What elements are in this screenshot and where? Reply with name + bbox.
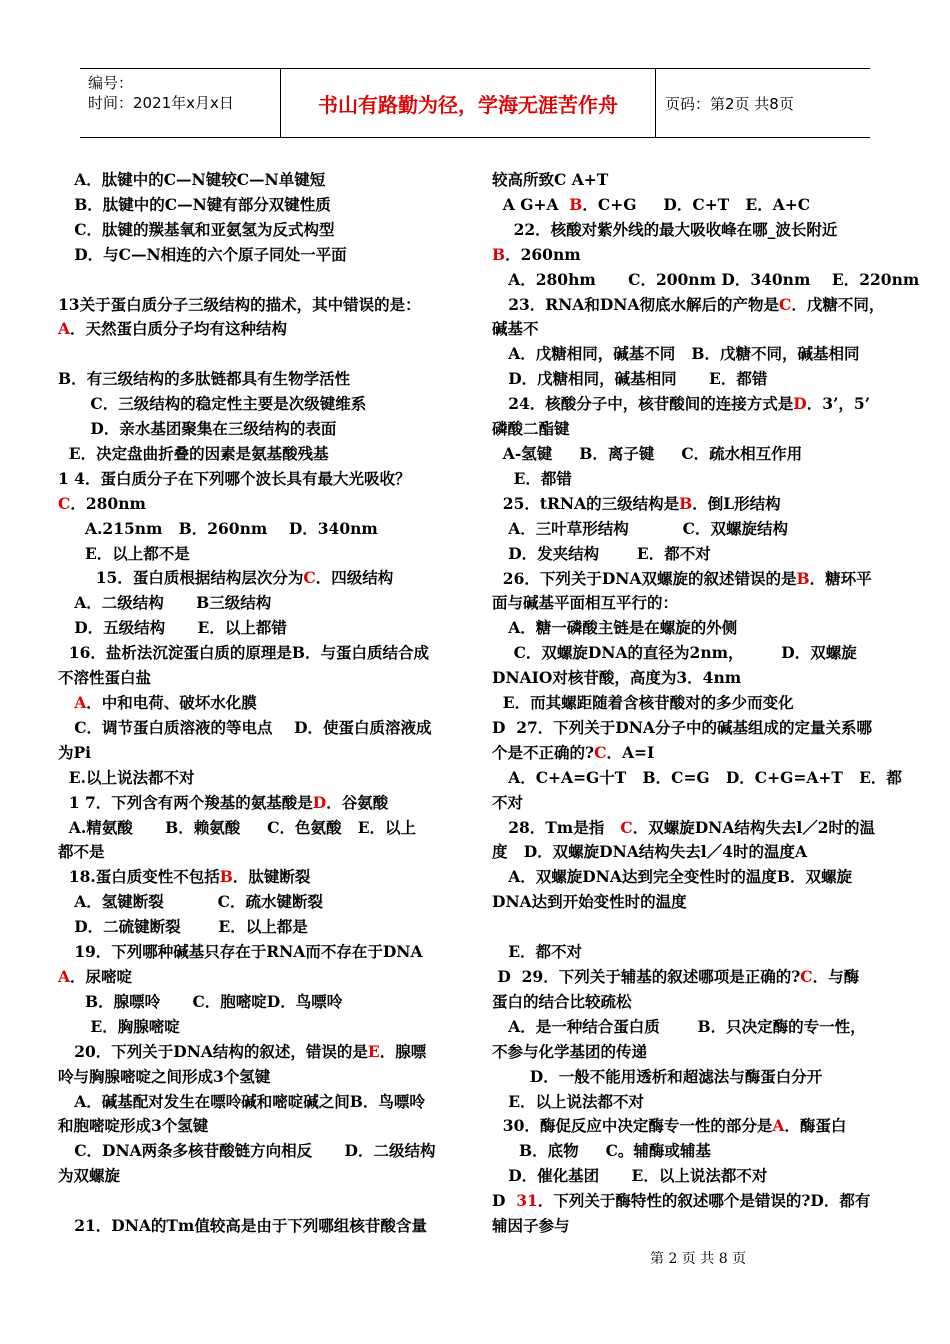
line-text: C．DNA两条多核苷酸链方向相反 D．二级结构 — [58, 1141, 436, 1161]
line-text: 不溶性蛋白盐 — [58, 668, 152, 688]
text-line — [492, 791, 894, 816]
text-line — [492, 168, 894, 193]
text-line — [58, 168, 460, 193]
line-text: 22．核酸对紫外线的最大吸收峰在哪_波长附近 — [492, 219, 838, 239]
line-text: A G+A — [492, 194, 570, 214]
line-text: E．都错 — [492, 468, 572, 488]
answer-mark: E — [367, 1041, 380, 1061]
answer-mark: D — [312, 792, 327, 812]
answer-mark: A — [58, 319, 71, 339]
text-line — [492, 1114, 894, 1139]
date-label: 时间：2021年x月x日 — [88, 94, 234, 112]
answer-mark: D — [793, 394, 807, 414]
text-line — [492, 542, 894, 567]
line-text-tail: ．谷氨酸 — [326, 792, 389, 812]
text-line — [492, 268, 920, 293]
text-line — [492, 517, 894, 542]
text-line — [58, 840, 460, 865]
text-line — [492, 616, 894, 641]
line-text: B．底物 C。辅酶或辅基 — [492, 1141, 711, 1161]
text-line — [492, 1164, 894, 1189]
line-text: A．戊糖相同，碱基不同 B．戊糖不同，碱基相同 — [492, 344, 860, 364]
line-text: 不参与化学基团的传递 — [492, 1041, 648, 1061]
text-line — [58, 691, 460, 716]
line-text: 1 4．蛋白质分子在下列哪个波长具有最大光吸收？ — [58, 468, 411, 488]
answer-mark: C — [594, 742, 607, 762]
line-text: 13关于蛋白质分子三级结构的描术，其中错误的是： — [58, 294, 421, 314]
line-text-tail: ．A=I — [606, 742, 655, 762]
line-text-tail: ．戊糖不同， — [791, 294, 885, 314]
line-text: A．糖一磷酸主链是在螺旋的外侧 — [492, 618, 738, 638]
text-line — [58, 243, 460, 268]
text-line — [58, 965, 460, 990]
text-line — [58, 766, 460, 791]
line-text: D．一般不能用透析和超滤法与酶蛋白分开 — [492, 1066, 823, 1086]
text-line — [492, 317, 894, 342]
text-line — [492, 1139, 894, 1164]
text-line — [58, 1065, 460, 1090]
text-line — [492, 766, 902, 791]
text-line — [492, 990, 894, 1015]
text-line — [58, 293, 460, 318]
line-text: 面与碱基平面相互平行的： — [492, 593, 679, 613]
text-line — [492, 1189, 894, 1214]
line-text-tail: ．肽键断裂 — [232, 867, 311, 887]
right-column — [492, 168, 920, 1239]
text-line — [58, 666, 460, 691]
text-line — [492, 890, 894, 915]
line-text-tail: ．3’，5’ — [806, 394, 871, 414]
answer-mark: A — [772, 1116, 785, 1136]
line-text: 15．蛋白质根据结构层次分为 — [58, 568, 304, 588]
text-line — [58, 492, 460, 517]
line-text: 度 D．双螺旋DNA结构失去l／4时的温度A — [492, 842, 807, 862]
line-text: D 29．下列关于辅基的叙述哪项是正确的? — [492, 966, 801, 986]
answer-mark: 31 — [516, 1191, 538, 1211]
answer-mark: C — [303, 568, 316, 588]
text-line — [492, 741, 894, 766]
line-text: D．发夹结构 E．都不对 — [492, 543, 711, 563]
document-header — [80, 68, 870, 138]
text-line — [58, 1015, 460, 1040]
text-line — [492, 666, 894, 691]
line-text: 为Pi — [58, 742, 92, 762]
text-line — [492, 293, 894, 318]
line-text: ．天然蛋白质分子均有这种结构 — [70, 319, 288, 339]
line-text: A.精氨酸 B．赖氨酸 C．色氨酸 E．以上 — [58, 817, 417, 837]
text-line — [58, 542, 460, 567]
answer-mark: A — [58, 966, 71, 986]
line-text: 16．盐析法沉淀蛋白质的原理是B．与蛋白质结合成 — [58, 643, 429, 663]
text-line — [58, 392, 460, 417]
text-line — [492, 840, 894, 865]
line-text-tail: ．腺嘌 — [379, 1041, 427, 1061]
text-line — [58, 890, 460, 915]
line-text: A.215nm B．260nm D．340nm — [58, 518, 378, 538]
text-line — [492, 1090, 894, 1115]
text-line — [492, 965, 894, 990]
line-text: D 27．下列关于DNA分子中的碱基组成的定量关系哪 — [492, 717, 872, 737]
page-indicator: 页码：第2页 共8页 — [665, 94, 794, 113]
line-text: DNA达到开始变性时的温度 — [492, 892, 687, 912]
text-line — [58, 342, 460, 367]
line-text: 不对 — [492, 792, 524, 812]
line-text: 23．RNA和DNA彻底水解后的产物是 — [492, 294, 779, 314]
line-text: 都不是 — [58, 842, 105, 862]
text-line — [492, 865, 894, 890]
text-line — [492, 193, 894, 218]
line-text-tail: ．与酶 — [812, 966, 860, 986]
text-line — [58, 1090, 460, 1115]
line-text-tail: ．中和电荷、破坏水化膜 — [86, 693, 257, 712]
line-text-tail: ．C+G D．C+T E．A+C — [582, 194, 811, 214]
line-text: 和胞嘧啶形成3个氢键 — [58, 1116, 209, 1136]
text-line — [492, 716, 894, 741]
line-text: 磷酸二酯键 — [492, 419, 570, 439]
line-text: ．尿嘧啶 — [70, 966, 133, 986]
line-text: 19．下列哪种碱基只存在于RNA而不存在于DNA — [58, 942, 423, 962]
line-text: D．二硫键断裂 E．以上都是 — [58, 917, 308, 937]
text-line — [58, 1214, 460, 1239]
answer-mark: C — [800, 966, 813, 986]
text-line — [58, 791, 460, 816]
line-text: A．C+A=G十T B．C=G D．C+G=A+T E．都 — [492, 767, 902, 787]
line-text — [58, 693, 74, 712]
line-text: D．亲水基团聚集在三级结构的表面 — [58, 419, 337, 439]
text-line — [58, 591, 460, 616]
text-line — [58, 517, 460, 542]
text-line — [58, 566, 460, 591]
text-line — [492, 392, 894, 417]
text-line — [58, 218, 460, 243]
line-text: A．二级结构 B三级结构 — [58, 593, 272, 613]
text-line — [492, 1040, 894, 1065]
line-text: 28．Tm是指 — [492, 817, 621, 837]
line-text: 为双螺旋 — [58, 1166, 121, 1186]
line-text-tail: ．下列关于酶特性的叙述哪个是错误的?D．都有 — [537, 1191, 871, 1211]
text-line — [58, 915, 460, 940]
text-line — [492, 218, 894, 243]
text-line — [58, 641, 460, 666]
line-text: C．调节蛋白质溶液的等电点 D．使蛋白质溶液成 — [58, 717, 432, 737]
line-text: D．戊糖相同，碱基相同 E．都错 — [492, 369, 768, 389]
answer-mark: B — [569, 194, 583, 214]
text-line — [58, 1114, 460, 1139]
line-text: 碱基不 — [492, 319, 539, 339]
text-line — [58, 1164, 460, 1189]
text-line — [58, 1189, 460, 1214]
text-line — [492, 915, 894, 940]
text-line — [58, 367, 460, 392]
text-line — [492, 342, 894, 367]
line-text: B．腺嘌呤 C．胞嘧啶D．鸟嘌呤 — [58, 991, 343, 1011]
text-line — [58, 317, 460, 342]
line-text: 26．下列关于DNA双螺旋的叙述错误的是 — [492, 568, 797, 588]
line-text-tail: ．倒L形结构 — [692, 493, 781, 513]
text-line — [58, 990, 460, 1015]
text-line — [492, 1214, 894, 1239]
line-text: 24．核酸分子中，核苷酸间的连接方式是 — [492, 394, 794, 414]
line-text: E．而其螺距随着含核苷酸对的多少而变化 — [492, 693, 794, 713]
answer-mark: A — [74, 693, 87, 712]
answer-mark: B — [492, 244, 506, 264]
line-text: C．三级结构的稳定性主要是次级键维系 — [58, 394, 367, 414]
answer-mark: B — [679, 493, 693, 513]
text-line — [492, 243, 894, 268]
text-line — [492, 816, 894, 841]
line-text: ．260nm — [505, 244, 581, 264]
text-line — [58, 1040, 460, 1065]
line-text: C．肽键的羰基氧和亚氨氢为反式构型 — [58, 219, 335, 239]
text-line — [492, 641, 894, 666]
text-line — [58, 716, 460, 741]
text-line — [492, 417, 894, 442]
text-line — [492, 442, 894, 467]
line-text: 21．DNA的Tm值较高是由于下列哪组核苷酸含量 — [58, 1216, 427, 1236]
line-text: A．肽键中的C—N键较C—N单键短 — [58, 170, 326, 189]
line-text: A．280hm C．200nm D．340nm E．220nm — [492, 269, 920, 289]
text-line — [58, 268, 460, 293]
line-text-tail: ．四级结构 — [315, 568, 394, 588]
line-text: 18.蛋白质变性不包括 — [58, 867, 220, 887]
line-text: 25．tRNA的三级结构是 — [492, 493, 680, 513]
text-line — [58, 616, 460, 641]
text-line — [492, 1065, 894, 1090]
line-text: E．以上说法都不对 — [492, 1091, 645, 1111]
line-text-tail: ．酶蛋白 — [784, 1116, 847, 1136]
header-meta — [80, 69, 280, 137]
line-text: C．双螺旋DNA的直径为2nm， D．双螺旋 — [492, 643, 857, 663]
page-footer: 第 2 页 共 8 页 — [650, 1251, 747, 1267]
line-text: A．是一种结合蛋白质 B．只决定酶的专一性， — [492, 1016, 866, 1036]
text-line — [58, 816, 460, 841]
line-text: B．有三级结构的多肽链都具有生物学活性 — [58, 369, 351, 389]
line-text: ．280nm — [70, 493, 146, 513]
line-text: A-氢键 B．离子键 C．疏水相互作用 — [492, 443, 803, 463]
line-text: A．双螺旋DNA达到完全变性时的温度B．双螺旋 — [492, 867, 852, 887]
line-text: D．催化基团 E．以上说法都不对 — [492, 1166, 768, 1186]
text-line — [58, 417, 460, 442]
line-text-tail: ．双螺旋DNA结构失去l／2时的温 — [632, 817, 876, 837]
number-label: 编号： — [88, 74, 134, 92]
line-text: D — [492, 1191, 517, 1211]
text-line — [58, 442, 460, 467]
line-text: 30．酶促反应中决定酶专一性的部分是 — [492, 1116, 773, 1136]
line-text: 辅因子参与 — [492, 1216, 570, 1236]
text-line — [58, 193, 460, 218]
line-text: A．氢键断裂 C．疏水键断裂 — [58, 892, 324, 912]
answer-mark: B — [796, 568, 810, 588]
text-line — [492, 567, 894, 592]
text-line — [492, 940, 894, 965]
text-line — [492, 591, 894, 616]
answer-mark: C — [620, 817, 633, 837]
text-line — [58, 1139, 460, 1164]
line-text: E．以上都不是 — [58, 543, 190, 563]
answer-mark: B — [219, 867, 233, 887]
answer-mark: C — [778, 294, 792, 314]
text-line — [492, 467, 894, 492]
text-line — [58, 865, 460, 890]
line-text: 20．下列关于DNA结构的叙述，错误的是 — [58, 1041, 368, 1061]
answer-mark: C — [58, 493, 71, 513]
text-line — [492, 691, 894, 716]
text-line — [492, 367, 894, 392]
line-text: 个是不正确的? — [492, 742, 595, 762]
line-text: B．肽键中的C—N键有部分双键性质 — [58, 194, 331, 214]
left-column — [58, 168, 460, 1239]
line-text: 较高所致C A+T — [492, 170, 609, 189]
text-line — [58, 467, 460, 492]
line-text: E．都不对 — [492, 942, 583, 962]
text-line — [58, 940, 460, 965]
line-text: DNAIO对核苷酸，高度为3．4nm — [492, 668, 742, 688]
line-text: D．与C—N相连的六个原子同处一平面 — [58, 244, 347, 264]
line-text: 蛋白的结合比较疏松 — [492, 991, 632, 1011]
line-text: 1 7．下列含有两个羧基的氨基酸是 — [58, 792, 313, 812]
line-text-tail: ．糖环平 — [809, 568, 872, 588]
line-text: E．胸腺嘧啶 — [58, 1016, 180, 1036]
header-motto: 书山有路勤为径，学海无涯苦作舟 — [280, 69, 656, 137]
line-text: E．决定盘曲折叠的因素是氨基酸残基 — [58, 443, 329, 463]
text-line — [492, 492, 894, 517]
line-text: D．五级结构 E．以上都错 — [58, 618, 287, 638]
text-line — [492, 1015, 894, 1040]
line-text: E.以上说法都不对 — [58, 767, 195, 787]
line-text: A．三叶草形结构 C．双螺旋结构 — [492, 518, 789, 538]
text-line — [58, 741, 460, 766]
line-text: A．碱基配对发生在嘌呤碱和嘧啶碱之间B．鸟嘌呤 — [58, 1091, 425, 1111]
line-text: 呤与胸腺嘧啶之间形成3个氢键 — [58, 1066, 271, 1086]
